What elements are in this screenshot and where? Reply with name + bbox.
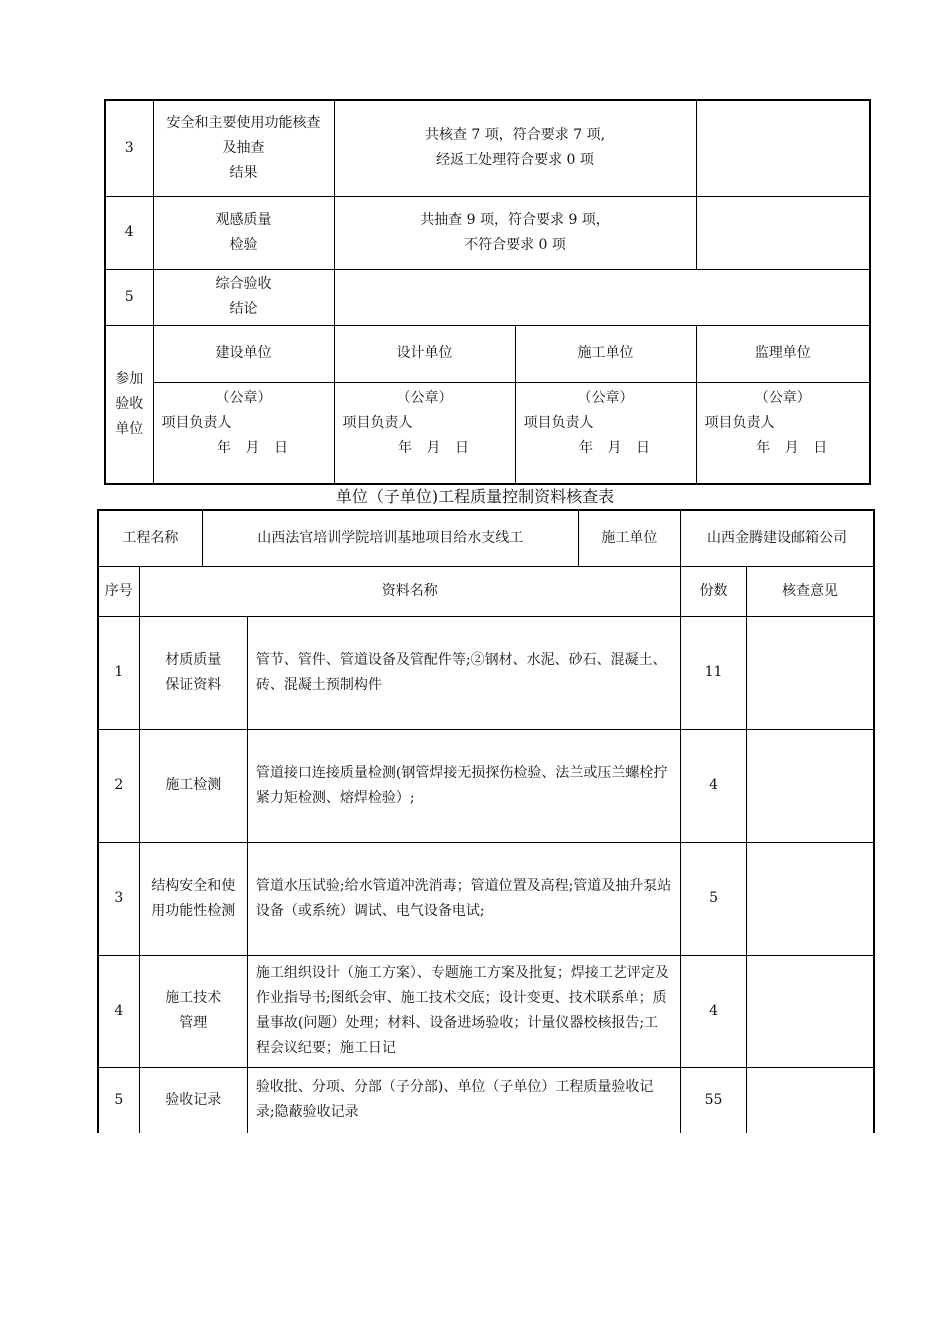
item-name: 观感质量 检验: [153, 196, 334, 269]
record-content: 验收批、分项、分部（子分部)、单位（子单位）工程质量验收记录;隐蔽验收记录: [247, 1067, 680, 1133]
record-category: 施工检测: [139, 729, 247, 842]
document-title: 单位（子单位)工程质量控制资料核查表: [335, 487, 615, 506]
header-copies: 份数: [680, 566, 746, 616]
seal-label: （公章）: [215, 389, 272, 406]
project-name-label: 工程名称: [98, 510, 202, 566]
record-category: 施工技术 管理: [139, 955, 247, 1067]
acceptance-summary-table: [104, 99, 871, 485]
table-row: [98, 1067, 874, 1133]
table-row: [105, 269, 870, 325]
header-row: [98, 566, 874, 616]
record-content: 施工组织设计（施工方案）、专题施工方案及批复；焊接工艺评定及作业指导书;图纸会审、施工技术交底；设计变更、技术联系单；质量事故(问题）处理；材料、设备进场验收；计量仪器校核报告;工程会议纪要；施工日记: [247, 955, 680, 1067]
unit-contractor: 施工单位: [515, 325, 696, 382]
row-number: 5: [105, 269, 153, 325]
table-row: [105, 100, 870, 196]
record-copies: 4: [680, 729, 746, 842]
unit-supervisor: 监理单位: [696, 325, 870, 382]
signature-block: [334, 382, 515, 484]
record-content: 管道接口连接质量检测(钢管焊接无损探伤检验、法兰或压兰螺栓拧紧力矩检测、熔焊检验）;: [247, 729, 680, 842]
conclusion-cell: [334, 269, 870, 325]
row-number: 4: [105, 196, 153, 269]
project-name-value: 山西法官培训学院培训基地项目给水支线工: [202, 510, 578, 566]
date-label: 年 月 日: [398, 439, 469, 456]
date-label: 年 月 日: [579, 439, 650, 456]
row-number: 2: [98, 729, 139, 842]
header-opinion: 核查意见: [747, 566, 874, 616]
record-content: 管道水压试验;给水管道冲洗消毒；管道位置及高程;管道及抽升泵站设备（或系统）调试、电气设备电试;: [247, 842, 680, 955]
row-number: 3: [98, 842, 139, 955]
participants-label: 参加 验收 单位: [105, 325, 153, 484]
header-name: 资料名称: [139, 566, 680, 616]
record-copies: 11: [680, 616, 746, 729]
header-no: 序号: [98, 566, 139, 616]
opinion-cell: [696, 100, 870, 196]
record-copies: 5: [680, 842, 746, 955]
record-opinion: [747, 1067, 874, 1133]
record-copies: 4: [680, 955, 746, 1067]
table-row: [105, 196, 870, 269]
record-category: 结构安全和使 用功能性检测: [139, 842, 247, 955]
record-category: 材质质量 保证资料: [139, 616, 247, 729]
table-row: [98, 955, 874, 1067]
table-row: [98, 842, 874, 955]
unit-construction-owner: 建设单位: [153, 325, 334, 382]
record-copies: 55: [680, 1067, 746, 1133]
check-result: 共抽查 9 项，符合要求 9 项， 不符合要求 0 项: [334, 196, 696, 269]
record-opinion: [747, 616, 874, 729]
check-result: 共核查 7 项，符合要求 7 项, 经返工处理符合要求 0 项: [334, 100, 696, 196]
seal-label: （公章）: [577, 389, 634, 406]
quality-records-table: [97, 509, 875, 1133]
manager-label: 项目负责人: [342, 414, 413, 431]
manager-label: 项目负责人: [161, 414, 232, 431]
unit-design: 设计单位: [334, 325, 515, 382]
item-name: 安全和主要使用功能核查 及抽查 结果: [153, 100, 334, 196]
opinion-cell: [696, 196, 870, 269]
item-name: 综合验收 结论: [153, 269, 334, 325]
row-number: 5: [98, 1067, 139, 1133]
row-number: 1: [98, 616, 139, 729]
table-row: [98, 729, 874, 842]
record-opinion: [747, 729, 874, 842]
row-number: 3: [105, 100, 153, 196]
row-number: 4: [98, 955, 139, 1067]
contractor-value: 山西金腾建设邮箱公司: [680, 510, 874, 566]
manager-label: 项目负责人: [704, 414, 775, 431]
contractor-label: 施工单位: [578, 510, 680, 566]
signature-block: [515, 382, 696, 484]
signature-row: [105, 382, 870, 484]
seal-label: （公章）: [754, 389, 811, 406]
units-header-row: [105, 325, 870, 382]
record-category: 验收记录: [139, 1067, 247, 1133]
date-label: 年 月 日: [217, 439, 288, 456]
record-opinion: [747, 955, 874, 1067]
signature-block: [696, 382, 870, 484]
signature-block: [153, 382, 334, 484]
seal-label: （公章）: [396, 389, 453, 406]
table-row: [98, 616, 874, 729]
manager-label: 项目负责人: [523, 414, 594, 431]
record-content: 管节、管件、管道设备及管配件等;②钢材、水泥、砂石、混凝土、砖、混凝土预制构件: [247, 616, 680, 729]
date-label: 年 月 日: [756, 439, 828, 456]
record-opinion: [747, 842, 874, 955]
project-info-row: [98, 510, 874, 566]
